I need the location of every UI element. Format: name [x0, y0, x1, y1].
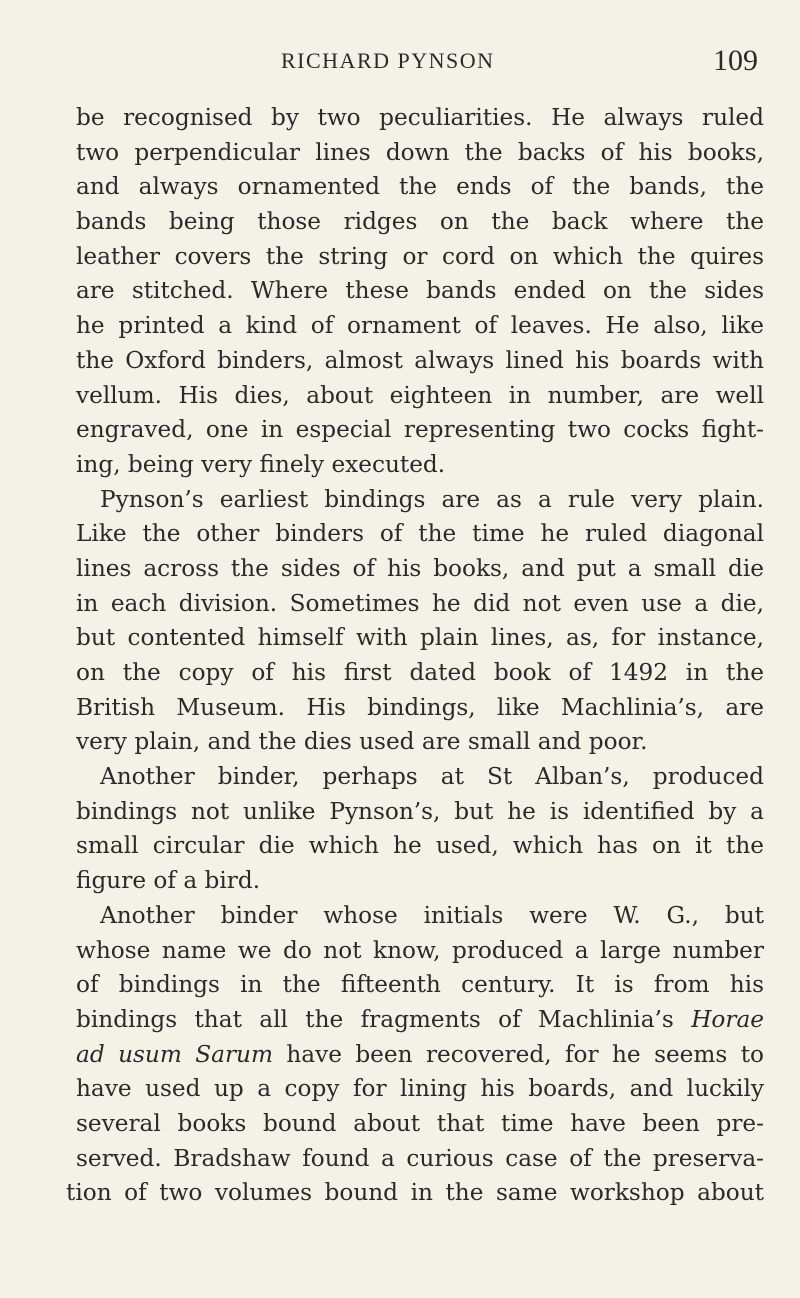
text-segment: bindings that all the fragments of Machlinia’s	[76, 1005, 692, 1033]
text-line: engraved, one in especial representing two cocks fight-	[76, 416, 764, 444]
text-line: two perpendicular lines down the backs of his books,	[76, 138, 764, 166]
text-line: served. Bradshaw found a curious case of the preserva-	[76, 1144, 764, 1172]
text-line: of bindings in the fifteenth century. It is from his	[76, 971, 764, 999]
body-text	[66, 101, 764, 1211]
text-line: whose name we do not know, produced a large number	[76, 936, 764, 964]
text-line: he printed a kind of ornament of leaves. He also, like	[76, 312, 764, 340]
running-header	[76, 44, 764, 84]
text-line: British Museum. His bindings, like Machlinia’s, are	[76, 693, 764, 721]
text-line: and always ornamented the ends of the bands, the	[76, 173, 764, 201]
text-line: Another binder, perhaps at St Alban’s, produced	[100, 763, 764, 791]
page-number: 109	[713, 44, 758, 77]
text-line: be recognised by two peculiarities. He always ruled	[76, 104, 764, 131]
text-line: Like the other binders of the time he ruled diagonal	[76, 520, 764, 548]
text-line: but contented himself with plain lines, as, for instance,	[76, 624, 764, 652]
text-line: lines across the sides of his books, and put a small die	[76, 554, 764, 582]
text-line	[76, 1003, 764, 1038]
italic-title: ad usum Sarum	[76, 1040, 273, 1068]
text-line: Another binder whose initials were W. G., but	[100, 901, 764, 929]
running-title: RICHARD PYNSON	[281, 48, 495, 73]
text-line: vellum. His dies, about eighteen in number, are well	[76, 381, 764, 409]
text-line	[76, 1038, 764, 1073]
text-line: several books bound about that time have been pre-	[76, 1109, 764, 1137]
text-line: very plain, and the dies used are small and poor.	[76, 728, 648, 756]
text-line: are stitched. Where these bands ended on the sides	[76, 277, 764, 305]
text-line: ing, being very finely executed.	[76, 450, 446, 478]
text-line: in each division. Sometimes he did not even use a die,	[76, 589, 764, 617]
text-line: bands being those ridges on the back where the	[76, 208, 764, 236]
text-line: small circular die which he used, which has on it the	[76, 832, 764, 860]
text-segment: have been recovered, for he seems to	[272, 1040, 764, 1068]
italic-title: Horae	[691, 1005, 764, 1033]
text-line: leather covers the string or cord on which the quires	[76, 242, 764, 270]
text-line: bindings not unlike Pynson’s, but he is identified by a	[76, 797, 764, 825]
text-line: have used up a copy for lining his boards, and luckily	[76, 1075, 764, 1103]
text-line: the Oxford binders, almost always lined his boards with	[76, 346, 764, 374]
text-line: figure of a bird.	[76, 867, 261, 895]
text-line: Pynson’s earliest bindings are as a rule very plain.	[100, 485, 764, 513]
text-line: on the copy of his first dated book of 1492 in the	[76, 659, 764, 686]
text-line: tion of two volumes bound in the same workshop about	[66, 1179, 764, 1207]
